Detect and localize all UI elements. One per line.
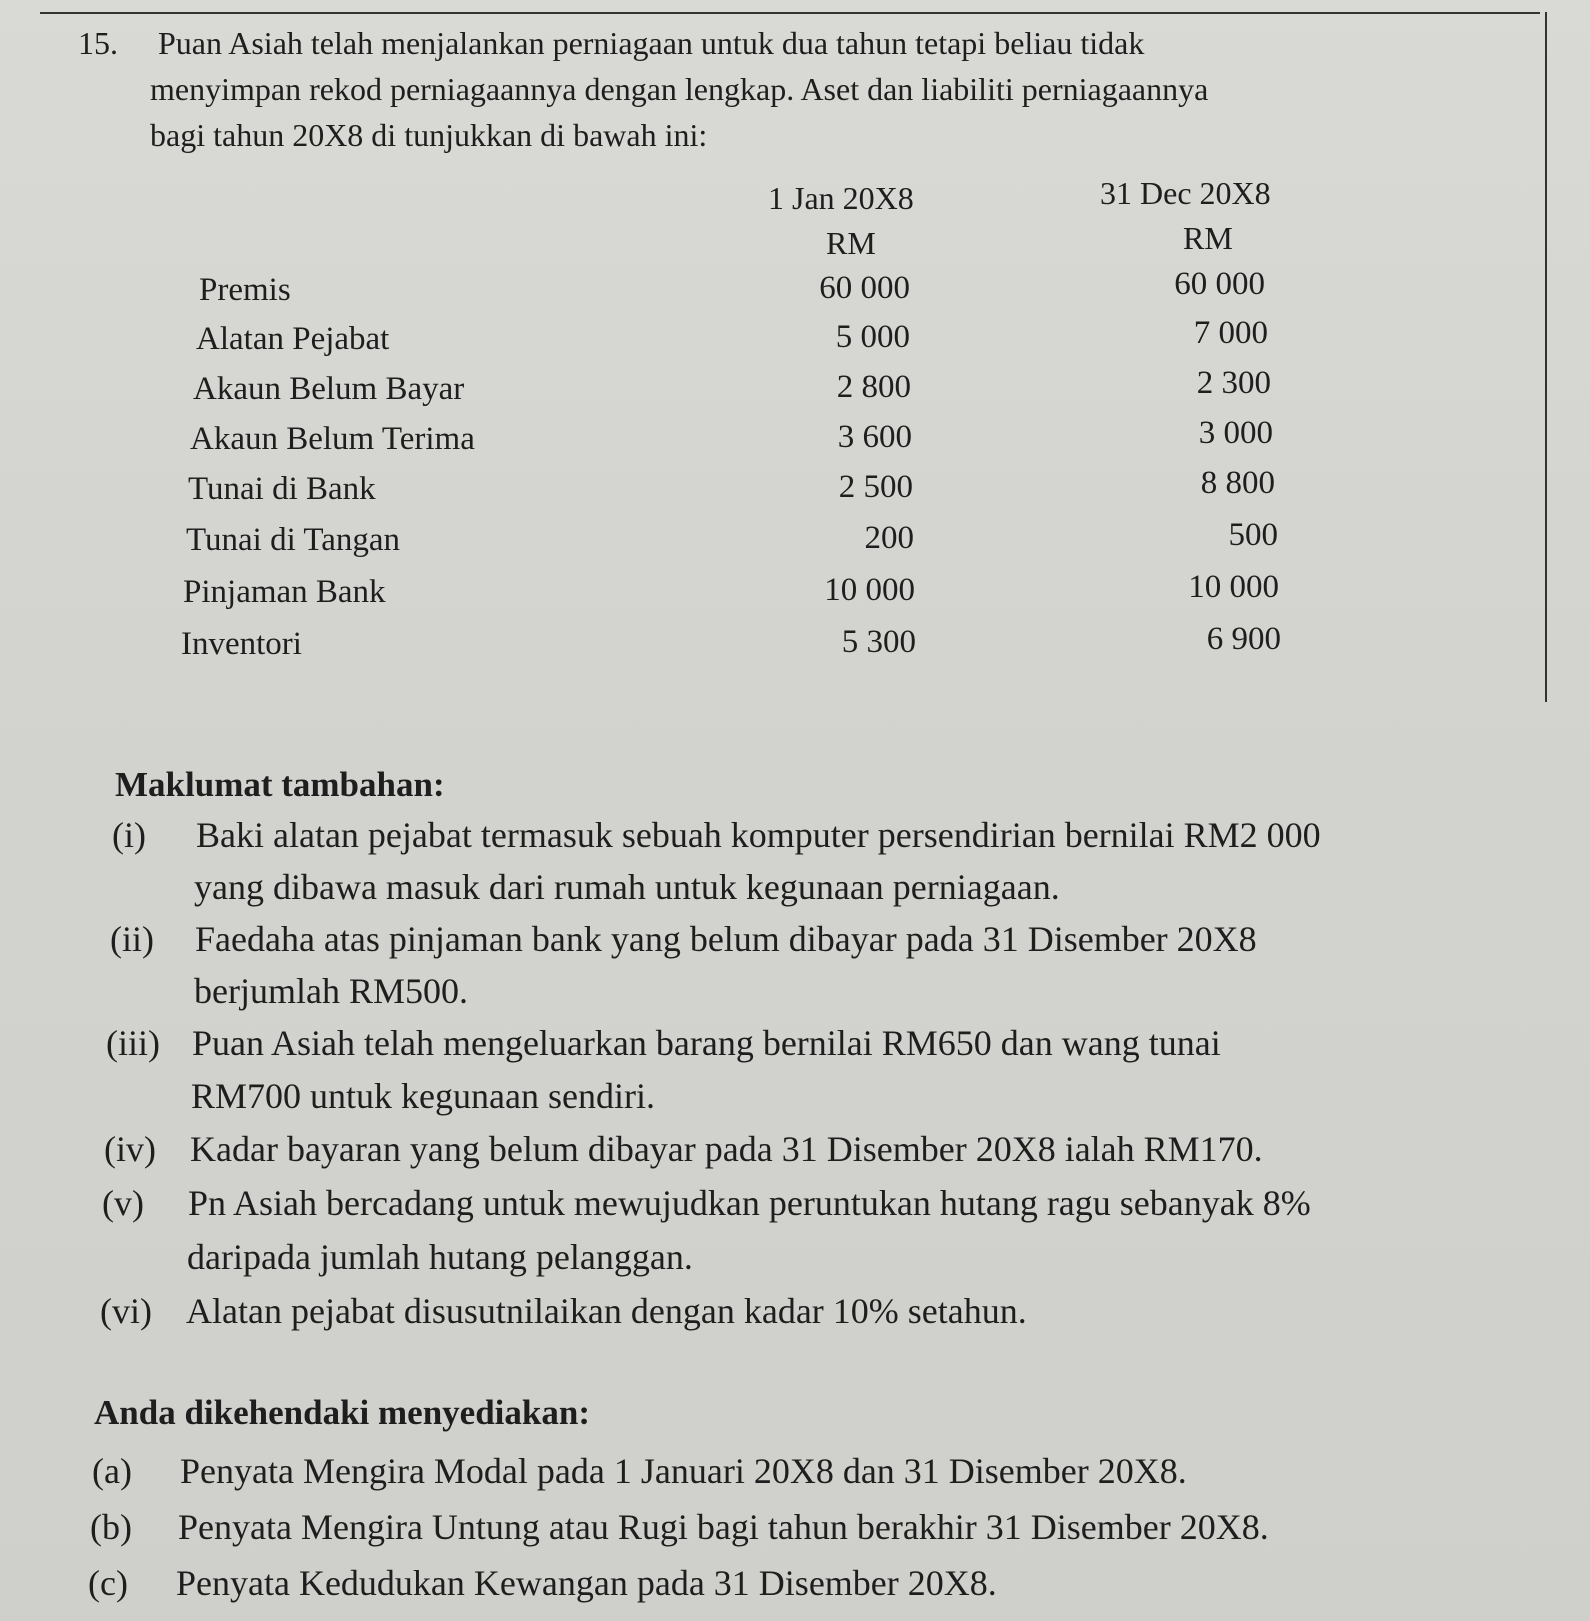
note-text-i-line2: yang dibawa masuk dari rumah untuk kegunaan perniagaan. [194, 867, 1060, 907]
row-jan-pinjaman-bank: 10 000 [824, 572, 915, 608]
row-dec-tunai-di-tangan: 500 [1228, 517, 1278, 553]
row-dec-tunai-di-bank: 8 800 [1200, 465, 1275, 501]
row-dec-pinjaman-bank: 10 000 [1188, 569, 1279, 605]
row-label-premis: Premis [199, 272, 291, 308]
note-text-v-line1: Pn Asiah bercadang untuk mewujudkan peruntukan hutang ragu sebanyak 8% [188, 1183, 1311, 1223]
additional-info-heading: Maklumat tambahan: [115, 765, 445, 804]
required-heading: Anda dikehendaki menyediakan: [94, 1393, 590, 1432]
task-number-b: (b) [90, 1507, 132, 1547]
row-dec-akaun-belum-terima: 3 000 [1198, 415, 1273, 451]
row-label-tunai-di-tangan: Tunai di Tangan [186, 522, 401, 558]
row-label-akaun-belum-terima: Akaun Belum Terima [190, 421, 475, 457]
row-jan-alatan-pejabat: 5 000 [835, 319, 910, 355]
intro-line-1: Puan Asiah telah menjalankan perniagaan untuk dua tahun tetapi beliau tidak [158, 25, 1145, 61]
row-jan-premis: 60 000 [819, 270, 910, 306]
task-number-c: (c) [88, 1563, 128, 1603]
task-number-a: (a) [92, 1451, 132, 1491]
task-text-b: Penyata Mengira Untung atau Rugi bagi tahun berakhir 31 Disember 20X8. [178, 1507, 1269, 1547]
note-text-iii-line1: Puan Asiah telah mengeluarkan barang bernilai RM650 dan wang tunai [192, 1023, 1221, 1063]
note-number-iii: (iii) [106, 1023, 160, 1063]
col-unit-dec: RM [1183, 220, 1233, 256]
row-jan-akaun-belum-bayar: 2 800 [836, 369, 911, 405]
row-jan-inventori: 5 300 [841, 624, 916, 660]
frame-top-border [40, 12, 1540, 14]
row-jan-tunai-di-tangan: 200 [864, 520, 914, 556]
col-unit-jan: RM [826, 225, 876, 261]
row-jan-akaun-belum-terima: 3 600 [837, 419, 912, 455]
note-text-v-line2: daripada jumlah hutang pelanggan. [187, 1237, 693, 1277]
row-dec-alatan-pejabat: 7 000 [1193, 315, 1268, 351]
note-text-vi-line1: Alatan pejabat disusutnilaikan dengan kadar 10% setahun. [186, 1291, 1027, 1331]
note-text-ii-line1: Faedaha atas pinjaman bank yang belum dibayar pada 31 Disember 20X8 [195, 919, 1257, 959]
note-number-iv: (iv) [104, 1129, 156, 1169]
row-dec-inventori: 6 900 [1206, 621, 1281, 657]
note-number-i: (i) [112, 815, 146, 855]
intro-line-2: menyimpan rekod perniagaannya dengan lengkap. Aset dan liabiliti perniagaannya [150, 71, 1209, 107]
intro-line-3: bagi tahun 20X8 di tunjukkan di bawah ini: [150, 117, 708, 153]
row-label-inventori: Inventori [181, 626, 302, 662]
note-text-iii-line2: RM700 untuk kegunaan sendiri. [191, 1076, 655, 1116]
note-text-i-line1: Baki alatan pejabat termasuk sebuah komputer persendirian bernilai RM2 000 [196, 815, 1321, 855]
frame-right-border [1545, 12, 1547, 702]
note-number-v: (v) [102, 1183, 144, 1223]
row-label-pinjaman-bank: Pinjaman Bank [183, 574, 386, 610]
row-label-alatan-pejabat: Alatan Pejabat [196, 321, 390, 357]
col-header-dec: 31 Dec 20X8 [1100, 175, 1271, 211]
row-dec-akaun-belum-bayar: 2 300 [1196, 365, 1271, 401]
col-header-jan: 1 Jan 20X8 [768, 180, 914, 216]
row-dec-premis: 60 000 [1174, 266, 1265, 302]
row-jan-tunai-di-bank: 2 500 [838, 469, 913, 505]
row-label-akaun-belum-bayar: Akaun Belum Bayar [193, 371, 465, 407]
question-number: 15. [78, 25, 118, 61]
note-number-ii: (ii) [110, 919, 154, 959]
task-text-a: Penyata Mengira Modal pada 1 Januari 20X8 dan 31 Disember 20X8. [180, 1451, 1187, 1491]
note-text-ii-line2: berjumlah RM500. [194, 971, 468, 1011]
note-text-iv-line1: Kadar bayaran yang belum dibayar pada 31 Disember 20X8 ialah RM170. [190, 1129, 1263, 1169]
task-text-c: Penyata Kedudukan Kewangan pada 31 Disember 20X8. [176, 1563, 997, 1603]
note-number-vi: (vi) [100, 1291, 152, 1331]
row-label-tunai-di-bank: Tunai di Bank [188, 471, 376, 507]
